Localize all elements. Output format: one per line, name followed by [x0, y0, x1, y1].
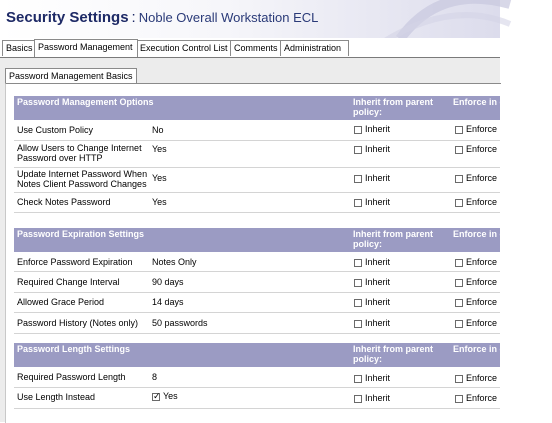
setting-label: Enforce Password Expiration: [17, 257, 133, 267]
checkbox-icon[interactable]: [455, 175, 463, 183]
setting-value: Yes: [163, 391, 178, 401]
checkbox-icon[interactable]: [455, 395, 463, 403]
tab-basics[interactable]: Basics: [2, 40, 36, 56]
setting-row: [14, 387, 500, 409]
section-title: Password Expiration Settings: [17, 229, 145, 239]
setting-label: Allow Users to Change Internet Password over HTTP: [17, 143, 142, 163]
checkbox-icon[interactable]: [455, 259, 463, 267]
enforce-option[interactable]: [455, 124, 497, 134]
setting-value: No: [152, 125, 164, 135]
inherit-column-header: Inherit from parent policy:: [353, 229, 434, 249]
checkbox-icon[interactable]: [455, 375, 463, 383]
tab-password-management[interactable]: Password Management: [34, 39, 138, 57]
enforce-option[interactable]: [455, 277, 497, 287]
section-header-password-management-options: [14, 96, 552, 120]
checkbox-icon[interactable]: [455, 279, 463, 287]
setting-value: 14 days: [152, 297, 184, 307]
enforce-option[interactable]: [455, 144, 497, 154]
setting-row: [14, 120, 500, 141]
main-tab-bar: [0, 38, 500, 58]
enforce-option[interactable]: [455, 197, 497, 207]
inherit-label: Inherit: [365, 373, 391, 383]
inherit-option[interactable]: [354, 373, 390, 383]
use-length-instead-option[interactable]: [152, 391, 178, 401]
setting-row: [14, 252, 500, 272]
enforce-label: Enforce: [466, 144, 498, 154]
inherit-option[interactable]: [354, 393, 390, 403]
section-header-password-length-settings: [14, 343, 552, 367]
setting-value: 90 days: [152, 277, 184, 287]
enforce-option[interactable]: [455, 297, 497, 307]
enforce-column-header: Enforce in child policy:: [453, 229, 552, 239]
enforce-option[interactable]: [455, 257, 497, 267]
enforce-label: Enforce: [466, 257, 498, 267]
checkbox-icon[interactable]: [354, 320, 362, 328]
inherit-option[interactable]: [354, 297, 390, 307]
page-title: [6, 9, 318, 26]
enforce-column-header: Enforce in child policy:: [453, 97, 552, 107]
setting-row: [14, 140, 500, 168]
inherit-option[interactable]: [354, 318, 390, 328]
section-title: Password Length Settings: [17, 344, 131, 354]
inherit-label: Inherit: [365, 318, 391, 328]
tab-administration[interactable]: Administration: [280, 40, 349, 56]
inherit-option[interactable]: [354, 277, 390, 287]
setting-value: 50 passwords: [152, 318, 208, 328]
enforce-option[interactable]: [455, 393, 497, 403]
checkbox-icon[interactable]: [354, 395, 362, 403]
checkbox-icon[interactable]: [354, 199, 362, 207]
checkbox-icon[interactable]: [354, 375, 362, 383]
setting-label: Update Internet Password When Notes Client Password Changes: [17, 169, 148, 189]
checkbox-icon[interactable]: [354, 279, 362, 287]
enforce-label: Enforce: [466, 277, 498, 287]
setting-row: [14, 192, 500, 213]
subtab-password-management-basics[interactable]: Password Management Basics: [5, 68, 137, 83]
enforce-label: Enforce: [466, 197, 498, 207]
title-separator: :: [131, 9, 136, 26]
section-title: Password Management Options: [17, 97, 154, 107]
setting-label: Check Notes Password: [17, 197, 111, 207]
checkbox-icon[interactable]: [455, 299, 463, 307]
enforce-option[interactable]: [455, 173, 497, 183]
enforce-label: Enforce: [466, 393, 498, 403]
enforce-option[interactable]: [455, 373, 497, 383]
enforce-label: Enforce: [466, 297, 498, 307]
inherit-option[interactable]: [354, 197, 390, 207]
inherit-label: Inherit: [365, 257, 391, 267]
inherit-label: Inherit: [365, 393, 391, 403]
inherit-column-header: Inherit from parent policy:: [353, 344, 434, 364]
inherit-label: Inherit: [365, 197, 391, 207]
setting-label: Required Change Interval: [17, 277, 120, 287]
setting-label: Use Custom Policy: [17, 125, 94, 135]
inherit-label: Inherit: [365, 173, 391, 183]
setting-label: Password History (Notes only): [17, 318, 139, 328]
setting-row: [14, 167, 500, 193]
inherit-column-header: Inherit from parent policy:: [353, 97, 434, 117]
enforce-label: Enforce: [466, 173, 498, 183]
setting-value: Notes Only: [152, 257, 197, 267]
enforce-label: Enforce: [466, 124, 498, 134]
checkbox-icon[interactable]: [455, 199, 463, 207]
checkbox-icon[interactable]: [354, 126, 362, 134]
setting-row: [14, 292, 500, 313]
checkbox-icon[interactable]: [455, 146, 463, 154]
setting-row: [14, 271, 500, 293]
enforce-label: Enforce: [466, 373, 498, 383]
setting-value: Yes: [152, 173, 167, 183]
setting-row: [14, 367, 500, 388]
setting-row: [14, 312, 500, 334]
enforce-column-header: Enforce in child policy:: [453, 344, 552, 354]
setting-value: 8: [152, 372, 158, 382]
checkbox-icon[interactable]: [455, 320, 463, 328]
window-header: [0, 0, 500, 38]
page-subtitle: Noble Overall Workstation ECL: [138, 10, 319, 25]
setting-label: Allowed Grace Period: [17, 297, 105, 307]
inherit-label: Inherit: [365, 144, 391, 154]
inherit-label: Inherit: [365, 124, 391, 134]
inherit-label: Inherit: [365, 297, 391, 307]
page-title-main: Security Settings: [6, 9, 129, 26]
checkbox-icon[interactable]: [455, 126, 463, 134]
inherit-option[interactable]: [354, 173, 390, 183]
checkbox-checked-icon[interactable]: [152, 393, 160, 401]
setting-value: Yes: [152, 197, 167, 207]
tab-comments[interactable]: Comments: [230, 40, 282, 56]
checkbox-icon[interactable]: [354, 146, 362, 154]
checkbox-icon[interactable]: [354, 299, 362, 307]
sub-tab-bar: [0, 68, 500, 84]
inherit-option[interactable]: [354, 124, 390, 134]
inherit-option[interactable]: [354, 257, 390, 267]
enforce-option[interactable]: [455, 318, 497, 328]
inherit-label: Inherit: [365, 277, 391, 287]
checkbox-icon[interactable]: [354, 259, 362, 267]
setting-value: Yes: [152, 144, 167, 154]
section-header-password-expiration-settings: [14, 228, 552, 252]
tab-execution-control-list[interactable]: Execution Control List: [136, 40, 232, 56]
setting-label: Required Password Length: [17, 372, 126, 382]
inherit-option[interactable]: [354, 144, 390, 154]
enforce-label: Enforce: [466, 318, 498, 328]
checkbox-icon[interactable]: [354, 175, 362, 183]
setting-label: Use Length Instead: [17, 392, 96, 402]
